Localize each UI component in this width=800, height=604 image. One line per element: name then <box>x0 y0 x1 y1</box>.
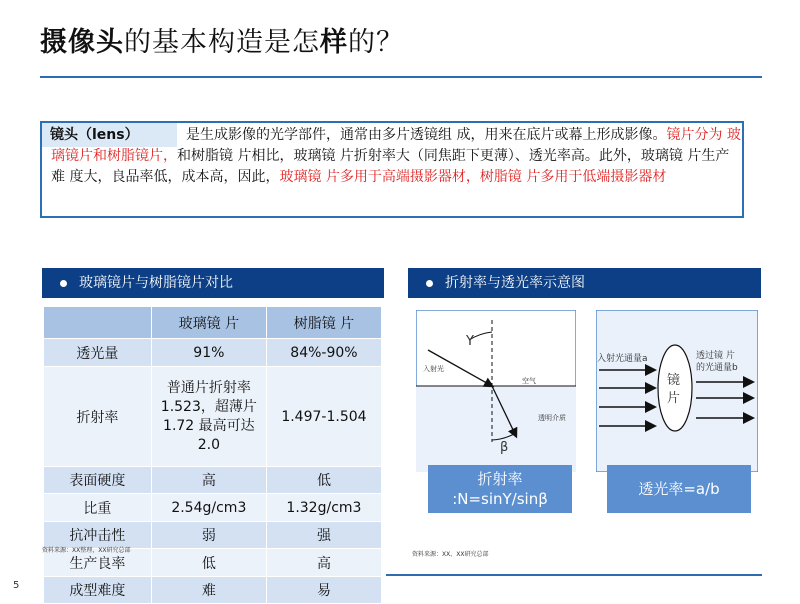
glass-value: 91% <box>151 339 266 367</box>
page-number: 5 <box>13 580 20 591</box>
glass-value: 高 <box>151 467 266 494</box>
transmitted-flux-label <box>696 350 738 374</box>
lens-label <box>667 372 680 408</box>
incident-light-label: 入射光 <box>423 365 444 373</box>
refraction-diagram <box>416 310 576 472</box>
incident-flux-label: 入射光通量a <box>597 354 648 364</box>
title-part-4: 的？ <box>348 27 404 58</box>
table-header-row <box>44 307 382 339</box>
page-title <box>40 20 404 59</box>
glass-value: 普通片折射率 1.523，超薄片 1.72 最高可达2.0 <box>151 367 266 467</box>
resin-value: 84%-90% <box>266 339 381 367</box>
table-header-cell: 玻璃镜 片 <box>151 307 266 339</box>
definition-highlight-2: 玻璃镜 片多用于高端摄影器材，树脂镜 片多用于低端摄影器材 <box>279 169 667 185</box>
title-part-1: 摄像头 <box>40 27 124 58</box>
lens-label-line-2: 片 <box>667 391 681 406</box>
right-section-header <box>408 268 761 298</box>
resin-value: 高 <box>266 549 381 577</box>
definition-part-2: 和树脂镜 片相比，玻璃镜 片折射率大（同焦距下更薄）、透光率高。此外，玻璃镜 片生产难 度大，良品率低，成本高，因此， <box>51 148 730 185</box>
right-section-title: 折射率与透光率示意图 <box>445 275 585 291</box>
title-divider <box>40 76 762 78</box>
glass-value: 难 <box>151 577 266 604</box>
left-source-note: 资料来源：XX整理，XX研究总部 <box>42 547 131 554</box>
bullet-icon <box>60 280 67 287</box>
definition-term: 镜头（lens） <box>42 123 177 147</box>
row-label: 比重 <box>44 494 152 522</box>
row-label: 表面硬度 <box>44 467 152 494</box>
resin-value: 1.32g/cm3 <box>266 494 381 522</box>
bullet-icon <box>426 280 433 287</box>
row-label: 抗冲击性 <box>44 522 152 549</box>
air-label: 空气 <box>522 377 536 385</box>
table-header-cell <box>44 307 152 339</box>
refraction-caption-line-2: :N=sinY/sinβ <box>452 490 548 508</box>
transmitted-flux-label-line-2: 的光通量b <box>696 363 738 373</box>
table-row <box>44 577 382 604</box>
left-section-header <box>42 268 384 298</box>
comparison-table <box>43 306 382 604</box>
row-label: 成型难度 <box>44 577 152 604</box>
definition-text <box>51 125 741 188</box>
glass-value: 2.54g/cm3 <box>151 494 266 522</box>
resin-value: 1.497-1.504 <box>266 367 381 467</box>
beta-symbol: β <box>500 440 509 455</box>
refraction-caption-line-1: 折射率 <box>477 470 523 488</box>
table-row <box>44 339 382 367</box>
transmittance-caption: 透光率=a/b <box>607 465 751 513</box>
table-row <box>44 467 382 494</box>
glass-value: 弱 <box>151 522 266 549</box>
definition-part-1: 是生成影像的光学部件，通常由多片透镜组 成，用来在底片或幕上形成影像。 <box>186 127 667 143</box>
resin-value: 强 <box>266 522 381 549</box>
row-label: 透光量 <box>44 339 152 367</box>
row-label: 折射率 <box>44 367 152 467</box>
gamma-symbol: Y <box>466 334 474 349</box>
table-row <box>44 494 382 522</box>
medium-label: 透明介质 <box>538 414 566 422</box>
row-label: 生产良率 <box>44 549 152 577</box>
footer-divider <box>386 574 762 576</box>
definition-highlight-1: 镜片分为 玻璃镜片和树脂镜片， <box>51 127 741 164</box>
title-part-2: 的基本构造是怎 <box>124 27 320 58</box>
title-part-3: 样 <box>320 27 348 58</box>
transmitted-flux-label-line-1: 透过镜 片 <box>696 351 735 361</box>
left-section-title: 玻璃镜片与树脂镜片对比 <box>79 275 233 291</box>
resin-value: 易 <box>266 577 381 604</box>
glass-value: 低 <box>151 549 266 577</box>
medium-region <box>416 386 576 472</box>
lens-label-line-1: 镜 <box>667 373 681 388</box>
resin-value: 低 <box>266 467 381 494</box>
right-source-note: 资料来源：XX、XX研究总部 <box>412 551 489 558</box>
refraction-caption <box>428 465 572 513</box>
table-header-cell: 树脂镜 片 <box>266 307 381 339</box>
table-row <box>44 367 382 467</box>
